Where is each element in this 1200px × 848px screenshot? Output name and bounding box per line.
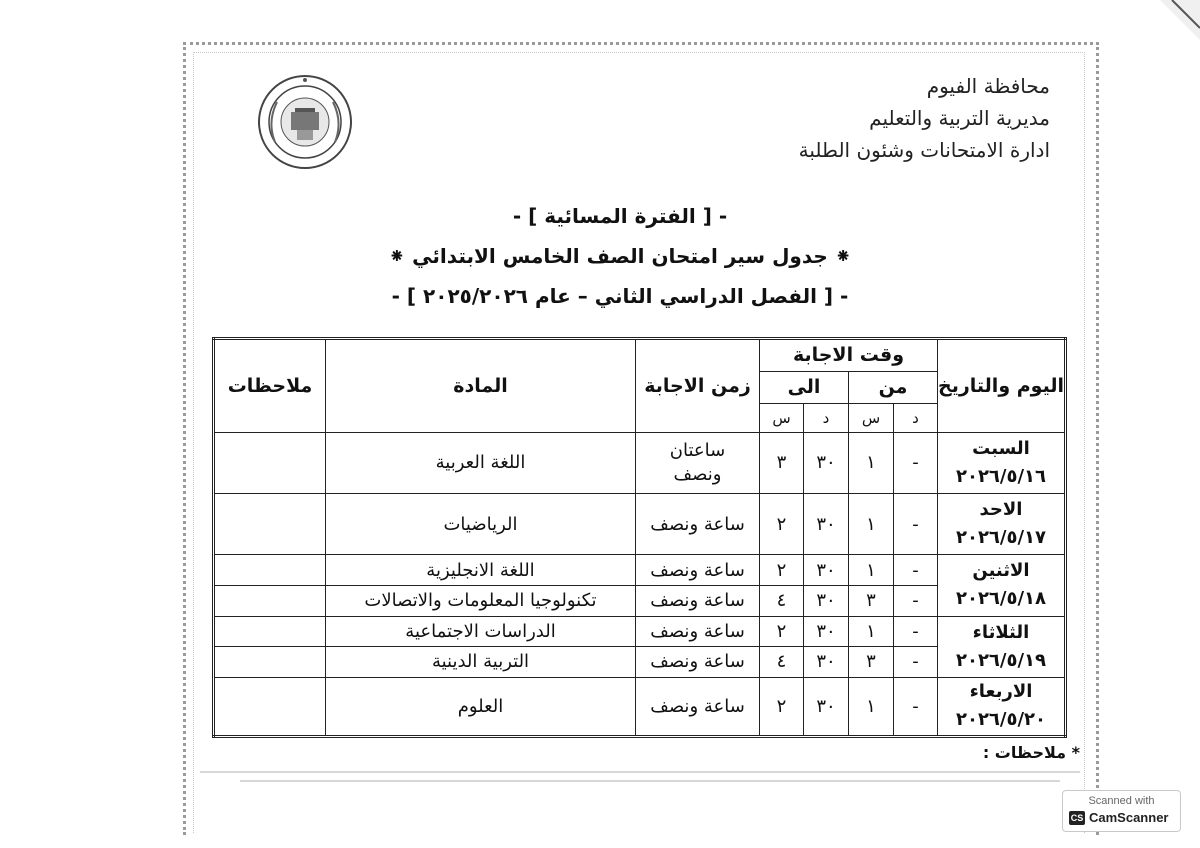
header-notes: ملاحظات — [214, 339, 326, 433]
camscanner-name: CamScanner — [1089, 810, 1169, 825]
to-hours: ٤ — [760, 585, 804, 616]
from-minutes: - — [894, 432, 938, 493]
notes-cell — [214, 555, 326, 586]
duration-line-1: ساعتان — [669, 439, 726, 461]
from-hours: ١ — [849, 555, 894, 586]
header-from-s: س — [849, 404, 894, 433]
notes-cell — [214, 616, 326, 647]
exam-schedule-table — [212, 337, 1067, 738]
to-hours: ٤ — [760, 647, 804, 678]
header-row-1 — [214, 339, 1066, 372]
duration-cell: ساعة ونصف — [636, 555, 760, 586]
from-hours: ٣ — [849, 647, 894, 678]
subject-cell: التربية الدينية — [326, 647, 636, 678]
to-minutes: ٣٠ — [804, 616, 849, 647]
day-name: السبت — [972, 437, 1030, 459]
from-minutes: - — [894, 647, 938, 678]
notes-cell — [214, 647, 326, 678]
duration-line-2: ونصف — [673, 463, 722, 485]
day-date-cell — [938, 432, 1066, 493]
to-minutes: ٣٠ — [804, 494, 849, 555]
subject-cell: اللغة الانجليزية — [326, 555, 636, 586]
exam-date: ٢٠٢٦/٥/١٩ — [955, 649, 1047, 671]
subject-cell: العلوم — [326, 677, 636, 736]
to-hours: ٢ — [760, 616, 804, 647]
header-to: الى — [760, 371, 849, 404]
day-name: الثلاثاء — [972, 621, 1030, 643]
day-name: الاثنين — [972, 560, 1030, 582]
duration-cell — [636, 432, 760, 493]
from-minutes: - — [894, 616, 938, 647]
exam-date: ٢٠٢٦/٥/١٦ — [955, 465, 1047, 487]
to-minutes: ٣٠ — [804, 432, 849, 493]
header-block — [750, 70, 1050, 166]
seal-icon — [255, 72, 355, 172]
from-minutes: - — [894, 494, 938, 555]
table-row — [214, 616, 1066, 647]
main-title: ⁕ جدول سير امتحان الصف الخامس الابتدائي ⁕ — [388, 244, 852, 268]
table-row — [214, 432, 1066, 493]
day-date-cell — [938, 494, 1066, 555]
header-subject: المادة — [326, 339, 636, 433]
day-date-cell — [938, 677, 1066, 736]
to-hours: ٣ — [760, 432, 804, 493]
header-day-date: اليوم والتاريخ — [938, 339, 1066, 433]
governorate-name: محافظة الفيوم — [926, 74, 1050, 98]
header-to-s: س — [760, 404, 804, 433]
from-minutes: - — [894, 555, 938, 586]
to-minutes: ٣٠ — [804, 677, 849, 736]
day-date-cell — [938, 616, 1066, 677]
to-hours: ٢ — [760, 555, 804, 586]
term-title: - [ الفصل الدراسي الثاني – عام ٢٠٢٥/٢٠٢٦ ] - — [391, 284, 849, 308]
header-from: من — [849, 371, 938, 404]
day-name: الاحد — [979, 499, 1023, 521]
duration-cell: ساعة ونصف — [636, 647, 760, 678]
subject-cell: الدراسات الاجتماعية — [326, 616, 636, 647]
from-hours: ١ — [849, 616, 894, 647]
from-hours: ٣ — [849, 585, 894, 616]
duration-cell: ساعة ونصف — [636, 677, 760, 736]
day-date-cell — [938, 555, 1066, 616]
notes-label: * ملاحظات : — [982, 743, 1080, 762]
duration-cell: ساعة ونصف — [636, 494, 760, 555]
duration-cell: ساعة ونصف — [636, 585, 760, 616]
bleed-through-line — [200, 771, 1080, 773]
header-to-d: د — [804, 404, 849, 433]
exam-date: ٢٠٢٦/٥/١٨ — [955, 588, 1047, 610]
from-hours: ١ — [849, 432, 894, 493]
period-title: - [ الفترة المسائية ] - — [512, 204, 728, 228]
scanned-with-label: Scanned with — [1088, 795, 1155, 807]
to-hours: ٢ — [760, 494, 804, 555]
exam-date: ٢٠٢٦/٥/٢٠ — [955, 709, 1047, 731]
table-row — [214, 494, 1066, 555]
from-minutes: - — [894, 677, 938, 736]
subject-cell: الرياضيات — [326, 494, 636, 555]
notes-cell — [214, 585, 326, 616]
exam-date: ٢٠٢٦/٥/١٧ — [955, 527, 1047, 549]
subject-cell: تكنولوجيا المعلومات والاتصالات — [326, 585, 636, 616]
directorate-name: مديرية التربية والتعليم — [869, 106, 1050, 130]
to-minutes: ٣٠ — [804, 585, 849, 616]
to-minutes: ٣٠ — [804, 647, 849, 678]
header-from-d: د — [894, 404, 938, 433]
from-hours: ١ — [849, 494, 894, 555]
page-corner — [1160, 0, 1200, 40]
header-answer-time: وقت الاجابة — [760, 339, 938, 372]
subject-cell: اللغة العربية — [326, 432, 636, 493]
from-hours: ١ — [849, 677, 894, 736]
table-row — [214, 555, 1066, 586]
day-name: الاربعاء — [969, 681, 1033, 703]
camscanner-logo-icon: CS — [1070, 813, 1084, 823]
notes-cell — [214, 432, 326, 493]
header-duration: زمن الاجابة — [636, 339, 760, 433]
department-name: ادارة الامتحانات وشئون الطلبة — [798, 138, 1050, 162]
to-hours: ٢ — [760, 677, 804, 736]
bleed-through-line — [240, 780, 1060, 782]
to-minutes: ٣٠ — [804, 555, 849, 586]
duration-cell: ساعة ونصف — [636, 616, 760, 647]
document-titles — [340, 196, 900, 316]
camscanner-badge — [1062, 790, 1181, 832]
table-row — [214, 677, 1066, 736]
from-minutes: - — [894, 585, 938, 616]
notes-cell — [214, 677, 326, 736]
notes-cell — [214, 494, 326, 555]
